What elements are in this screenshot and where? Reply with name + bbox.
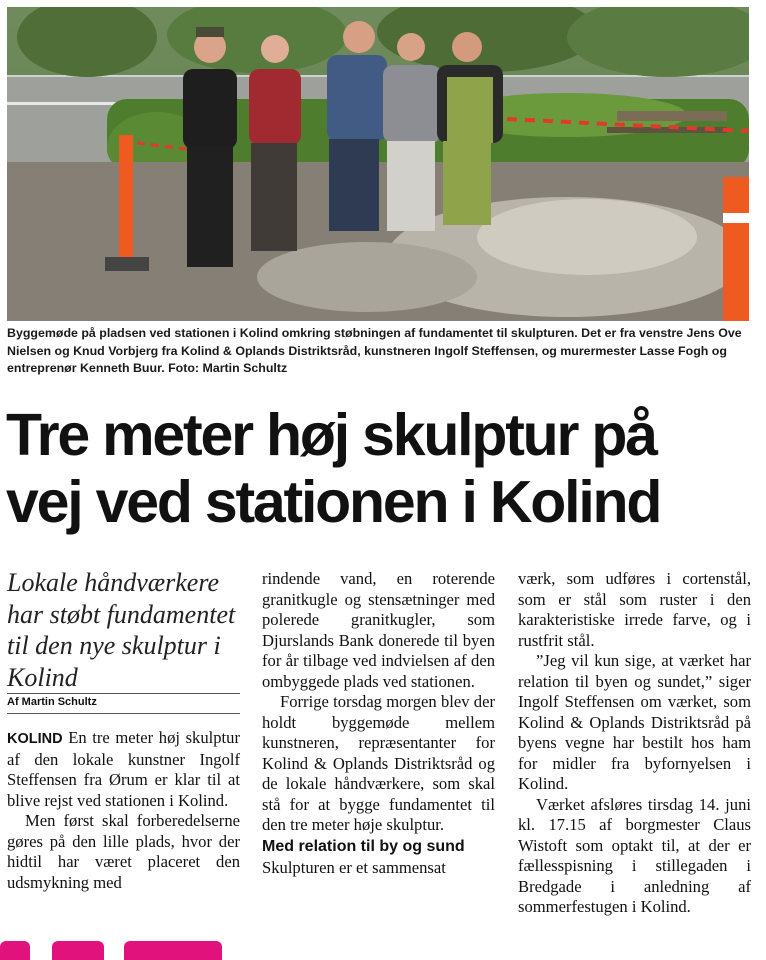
column-1 [7,567,240,893]
headline [6,402,756,536]
photo-illustration [7,7,749,321]
paragraph [7,728,240,811]
deck: Lokale håndværkere har støbt fundamentet til den nye skulptur i Kolind [7,568,236,692]
byline: Af Martin Schultz [7,696,97,708]
column-2 [262,569,495,878]
article-photo [7,7,749,321]
paragraph: rindende vand, en roterende granitkugle og stensætninger med polerede granitkugler, som Djurslands Bank donerede til byen for år tilbage ved indvielsen af den ombyggede plads ved stationen. [262,569,495,691]
paragraph: Skulpturen er et sammensat [262,857,446,877]
subhead: Med relation til by og sund [262,837,465,855]
headline-line-1: Tre meter høj skulptur på [6,402,656,468]
column-3 [518,569,751,918]
paragraph: Forrige torsdag morgen blev der holdt byggemøde mellem kunstneren, repræsentanter for Kolind & Oplands Distriktsråd og de lokale håndværkere, som skal stå for at bygge fundamentet til den tre meter høje skulptur. [262,692,495,834]
photo-caption: Byggemøde på pladsen ved stationen i Kolind omkring støbningen af fundamentet til skulpturen. Det er fra venstre Jens Ove Nielsen og Knud Vorbjerg fra Kolind & Oplands Distriktsråd, kunstneren Ingolf Steffensen, og murermester Lasse Fogh og entreprenør Kenneth Buur. Foto: Martin Schultz [7,326,742,375]
byline-rule-bottom [7,713,240,714]
paragraph: Men først skal forberedelserne gøres på den lille plads, hvor der hidtil har været placeret den udsmykning med [7,811,240,892]
paragraph: værk, som udføres i cortenstål, som er stål som ruster i den karakteristiske irrede farve, og i rustfrit stål. [518,569,751,650]
paragraph: Værket afsløres tirsdag 14. juni kl. 17.15 af borgmester Claus Wistoft som optakt til, at der er fællesspisning i stillegaden i Bredgade i anledning af sommerfestugen i Kolind. [518,794,751,916]
cropped-red-graphic [0,941,225,960]
headline-line-2: vej ved stationen i Kolind [6,469,661,535]
paragraph: ”Jeg vil kun sige, at værket har relation til byen og sundet,” siger Ingolf Steffensen om værket, som Kolind & Oplands Distriktsråd på byens vegne har bestilt hos ham for midler fra byfornyelsen i Kolind. [518,651,751,793]
lead-word: KOLIND [7,731,63,747]
paragraph-text: En tre meter høj skulptur af den lokale kunstner Ingolf Steffensen fra Ørum er klar til at blive rejst ved stationen i Kolind. [7,728,240,810]
